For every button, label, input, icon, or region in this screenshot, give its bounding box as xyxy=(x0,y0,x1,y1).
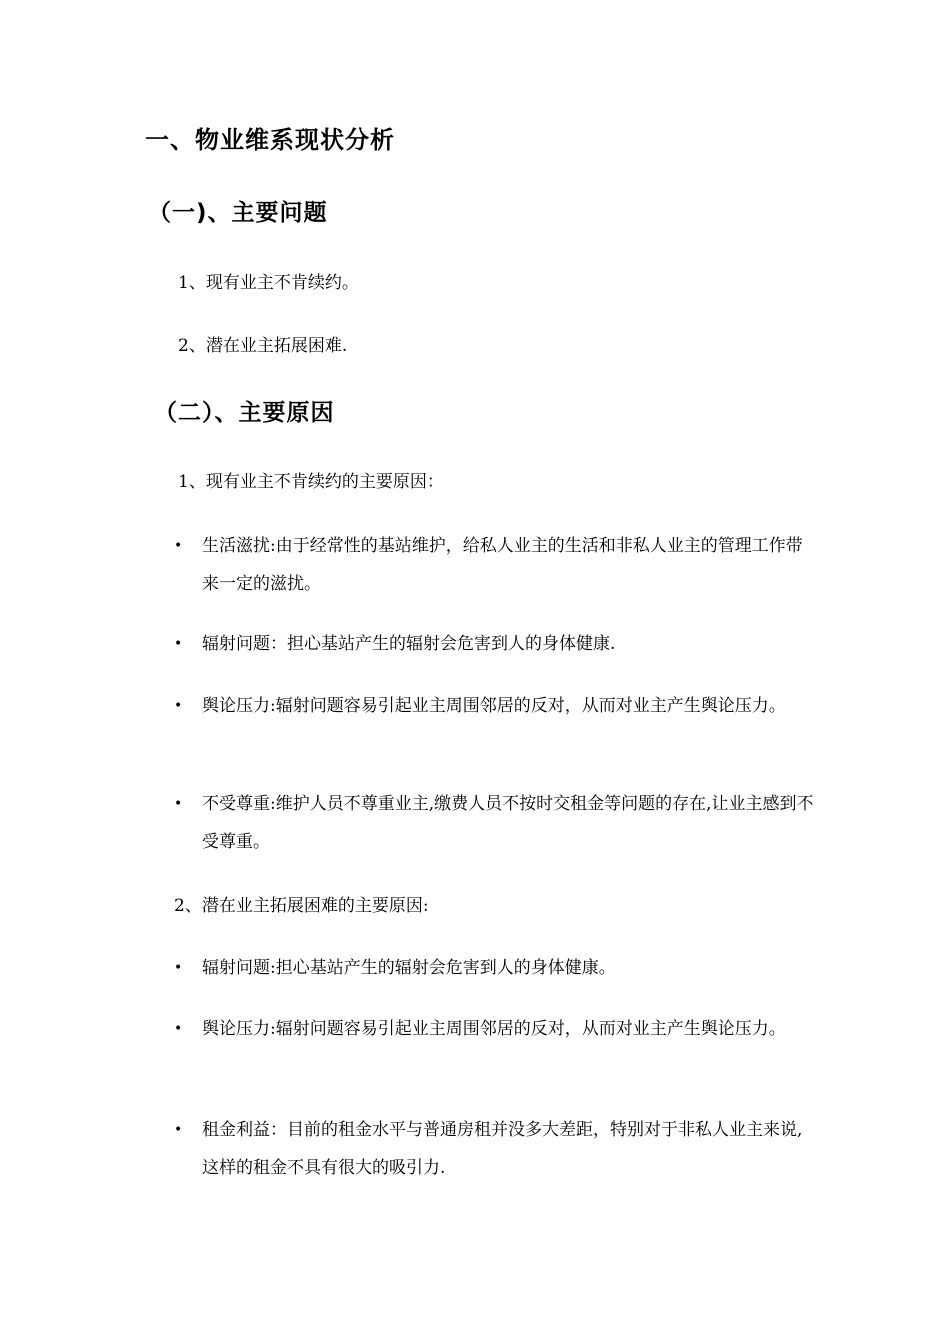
bullet-icon: • xyxy=(174,698,183,714)
section-title: 一、物业维系现状分析 xyxy=(145,126,395,154)
bullet-icon: • xyxy=(174,636,183,652)
problem-item: 1、现有业主不肯续约。 xyxy=(178,273,359,293)
bullet-icon: • xyxy=(174,960,183,976)
bullet-icon: • xyxy=(174,1021,183,1037)
bullet-text: 不受尊重:维护人员不尊重业主,缴费人员不按时交租金等问题的存在,让业主感到不受尊重。 xyxy=(202,794,814,852)
bullet-text: 舆论压力:辐射问题容易引起业主周围邻居的反对，从而对业主产生舆论压力。 xyxy=(202,696,786,716)
problems-heading: （一)、主要问题 xyxy=(148,200,328,226)
bullet-text: 辐射问题:担心基站产生的辐射会危害到人的身体健康。 xyxy=(202,958,616,978)
bullet-icon: • xyxy=(174,538,183,554)
problem-item: 2、潜在业主拓展困难. xyxy=(178,336,348,356)
causes-heading: （二）、主要原因 xyxy=(154,400,335,426)
bullet-icon: • xyxy=(174,1122,183,1138)
causes-group-title: 2、潜在业主拓展困难的主要原因: xyxy=(174,896,429,916)
bullet-text: 辐射问题：担心基站产生的辐射会危害到人的身体健康. xyxy=(202,634,616,654)
bullet-text: 租金利益：目前的租金水平与普通房租并没多大差距，特别对于非私人业主来说,这样的租金不具有很大的吸引力. xyxy=(202,1120,803,1178)
bullet-icon: • xyxy=(174,796,183,812)
causes-group-title: 1、现有业主不肯续约的主要原因： xyxy=(178,472,444,492)
bullet-text: 舆论压力:辐射问题容易引起业主周围邻居的反对，从而对业主产生舆论压力。 xyxy=(202,1019,786,1039)
bullet-text: 生活滋扰:由于经常性的基站维护，给私人业主的生活和非私人业主的管理工作带来一定的滋扰。 xyxy=(202,536,803,594)
